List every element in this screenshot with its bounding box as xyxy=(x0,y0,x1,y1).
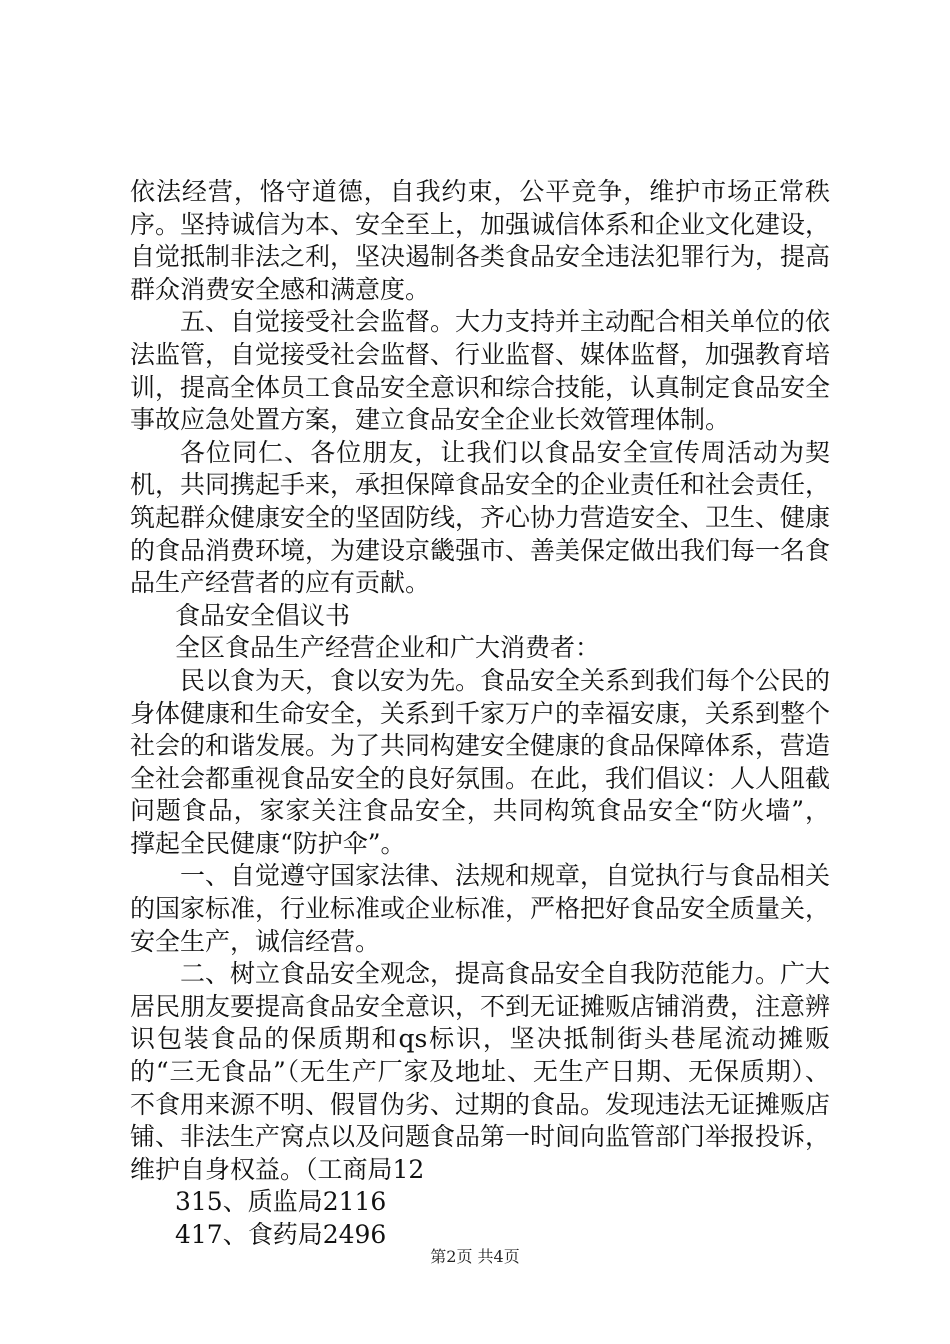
page-number: 第2页 共4页 xyxy=(430,1247,520,1266)
page-footer xyxy=(0,1247,950,1267)
hotline-line-1: 315、质监局2116 xyxy=(175,1187,387,1217)
document-body xyxy=(130,176,830,1252)
paragraph-intro: 民以食为天，食以安为先。食品安全关系到我们每个公民的身体健康和生命安全，关系到千家万户的幸福安康，关系到整个社会的和谐发展。为了共同构建安全健康的食品保障体系，营造全社会都重视食品安全的良好氛围。在此，我们倡议：人人阻截问题食品，家家关注食品安全，共同构筑食品安全“防火墙”，撑起全民健康“防护伞”。 xyxy=(130,665,831,858)
paragraph-continuation: 依法经营，恪守道德，自我约束，公平竞争，维护市场正常秩序。坚持诚信为本、安全至上，加强诚信体系和企业文化建设，自觉抵制非法之利，坚决遏制各类食品安全违法犯罪行为，提高群众消费安全感和满意度。 xyxy=(130,177,831,304)
hotline-line-2: 417、食药局2496 xyxy=(175,1220,387,1249)
paragraph-point-two: 二、树立食品安全观念，提高食品安全自我防范能力。广大居民朋友要提高食品安全意识，不到无证摊贩店铺消费，注意辨识包装食品的保质期和qs标识，坚决抵制街头巷尾流动摊贩的“三无食品”（无生产厂家及地址、无生产日期、无保质期）、不食用来源不明、假冒伪劣、过期的食品。发现违法无证摊贩店铺、非法生产窝点以及问题食品第一时间向监管部门举报投诉，维护自身权益。（工商局12 xyxy=(130,959,831,1184)
paragraph-point-five: 五、自觉接受社会监督。大力支持并主动配合相关单位的依法监管，自觉接受社会监督、行业监督、媒体监督，加强教育培训，提高全体员工食品安全意识和综合技能，认真制定食品安全事故应急处置方案，建立食品安全企业长效管理体制。 xyxy=(130,307,831,435)
paragraph-closing-appeal: 各位同仁、各位朋友，让我们以食品安全宣传周活动为契机，共同携起手来，承担保障食品安全的企业责任和社会责任，筑起群众健康安全的坚固防线，齐心协力营造安全、卫生、健康的食品消费环境，为建设京畿强市、善美保定做出我们每一名食品生产经营者的应有贡献。 xyxy=(130,437,831,598)
section-title: 食品安全倡议书 xyxy=(175,600,351,630)
salutation: 全区食品生产经营企业和广大消费者： xyxy=(175,633,601,663)
paragraph-point-one: 一、自觉遵守国家法律、法规和规章，自觉执行与食品相关的国家标准，行业标准或企业标准，严格把好食品安全质量关，安全生产，诚信经营。 xyxy=(130,861,831,956)
